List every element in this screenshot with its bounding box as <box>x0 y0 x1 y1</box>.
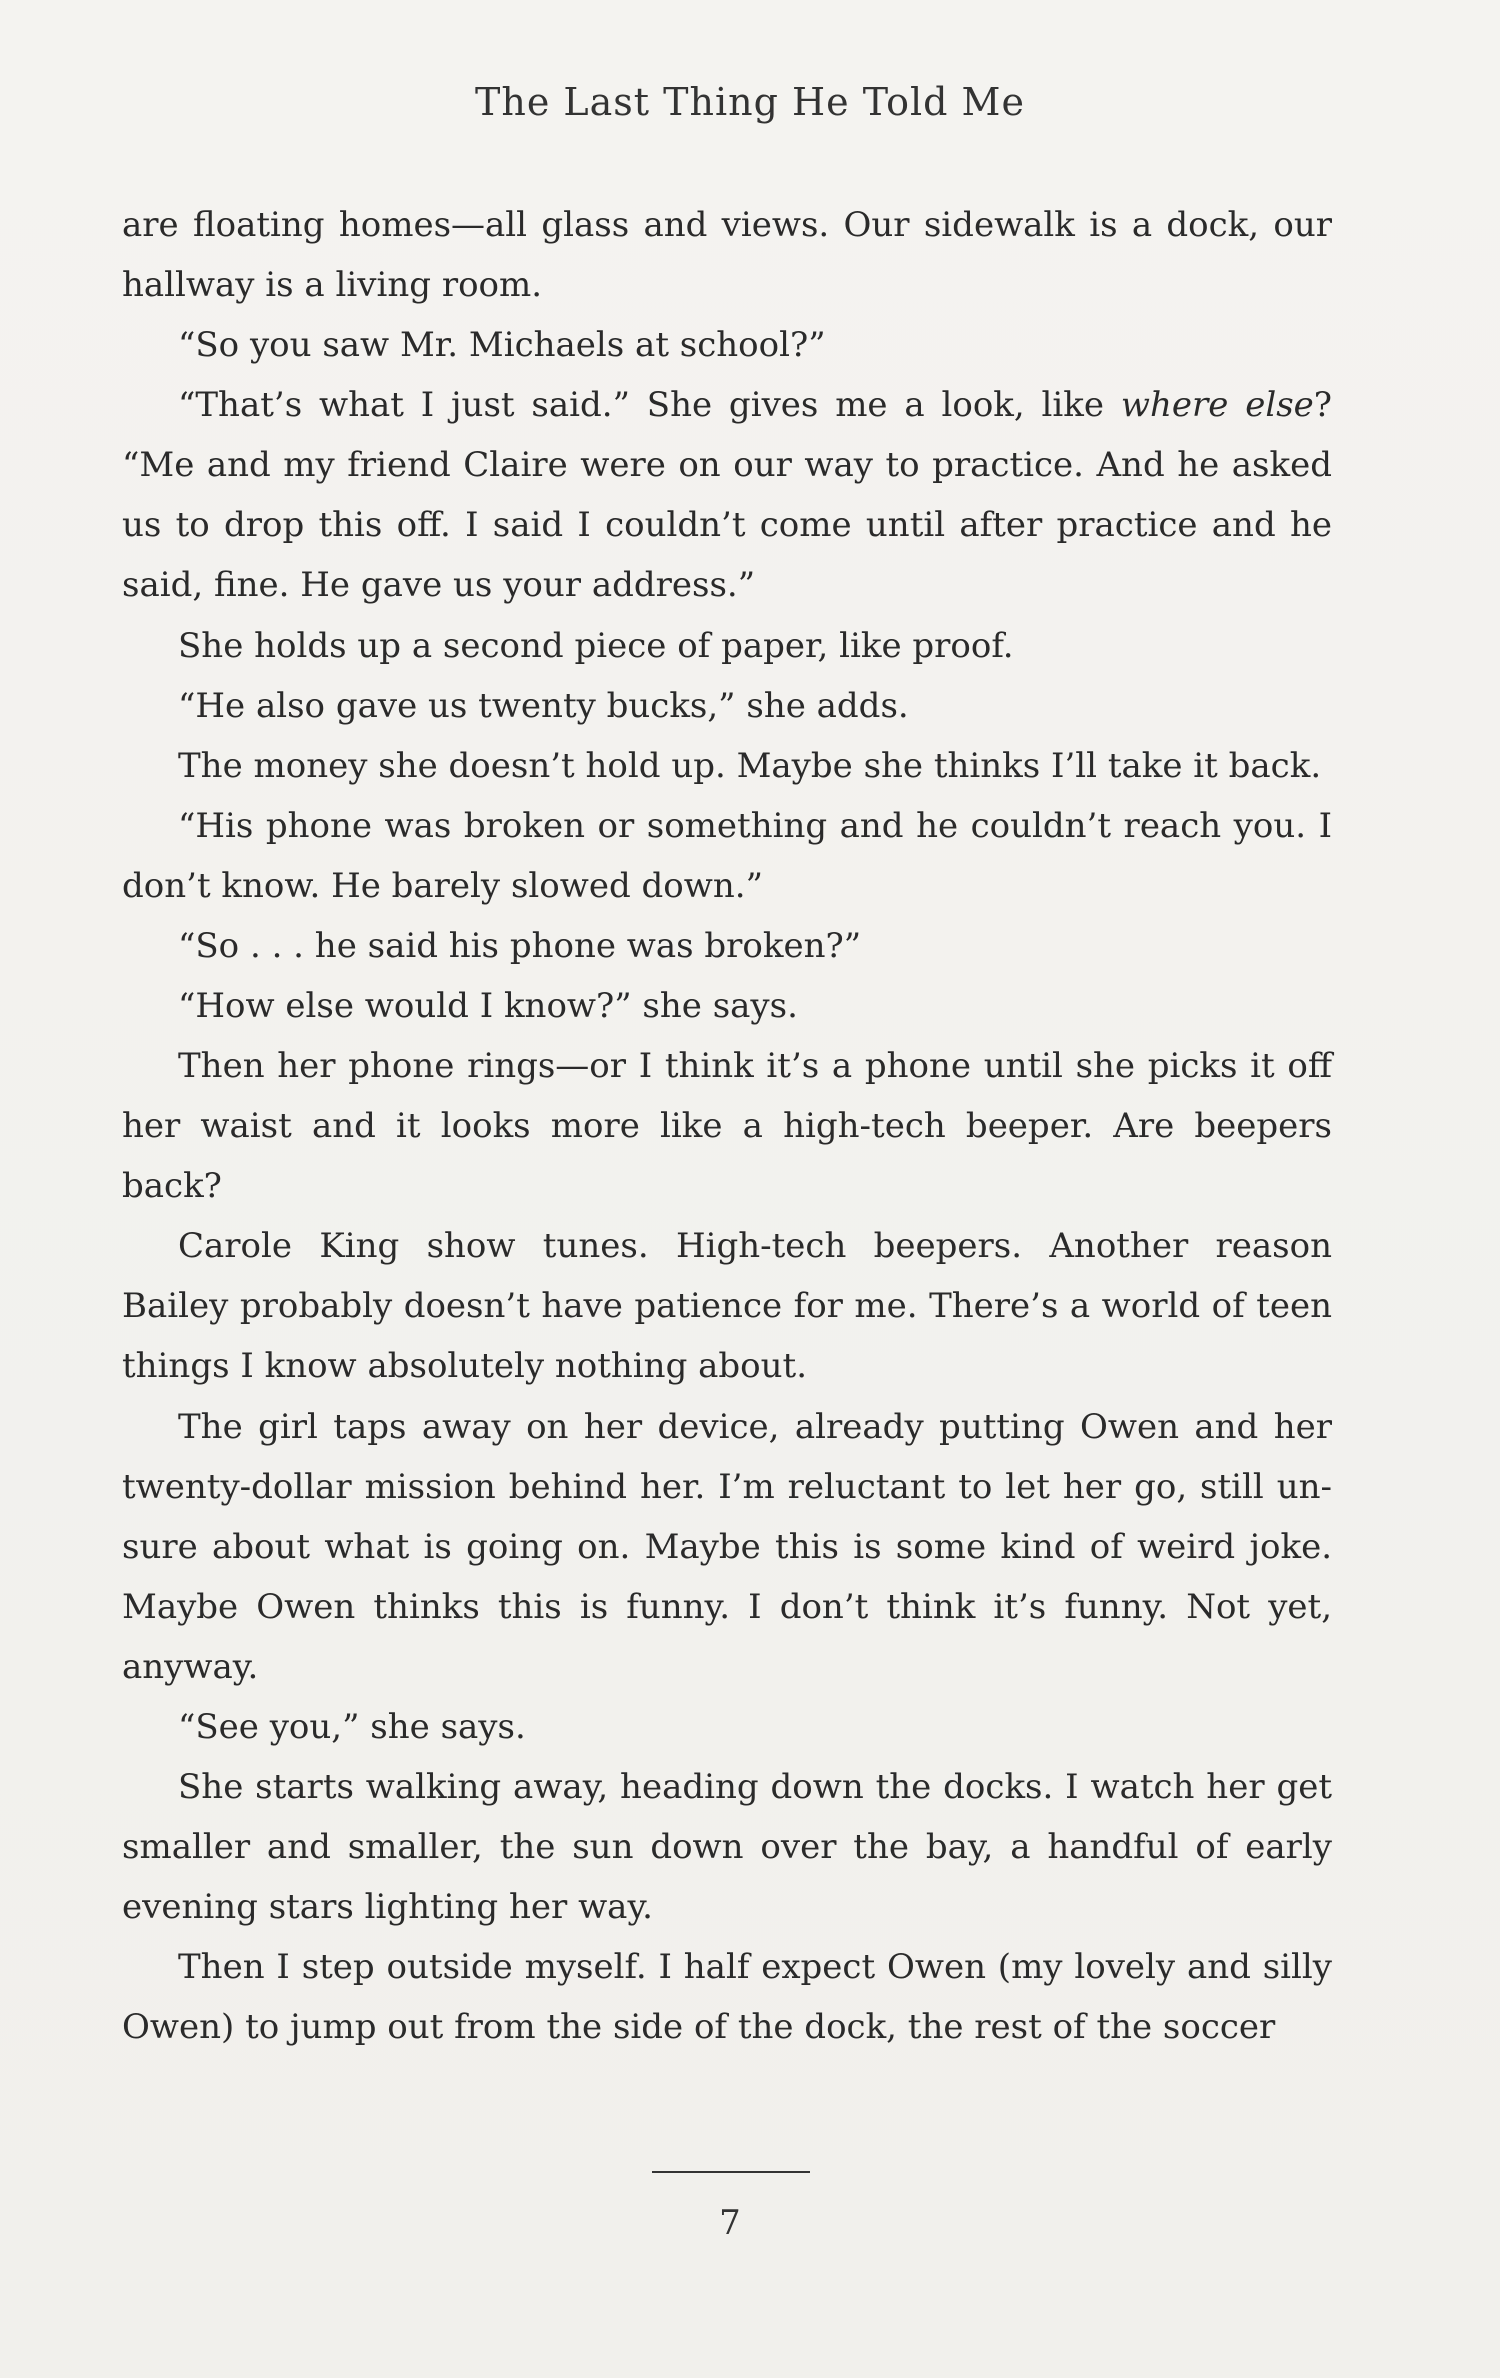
page-number: 7 <box>719 2203 741 2243</box>
paragraph-2: “So you saw Mr. Michaels at school?” <box>178 325 826 366</box>
paragraph-3-before: “That’s what I just said.” She gives me a look, like <box>178 385 1121 426</box>
paragraph-9: “How else would I know?” she says. <box>178 986 798 1027</box>
paragraph-12: The girl taps away on her device, already putting Owen and her twenty-dollar mission behind her. I’m reluctant to let her go, still unsure about what is going on. Maybe this is some kind of weird joke. Maybe Owen thinks this is funny. I don’t think it’s funny. Not yet, anyway. <box>122 1406 1332 1687</box>
paragraph-8: “So . . . he said his phone was broken?” <box>178 925 862 966</box>
paragraph-3-after: ? “Me and my friend Claire were on our way to practice. And he asked us to drop this off. I said I couldn’t come until after practice and he said, fine. He gave us your address.” <box>122 385 1333 606</box>
emphasis-where-else: where else <box>1120 385 1314 426</box>
paragraph-15: Then I step outside myself. I half expect Owen (my lovely and silly Owen) to jump out from the side of the dock, the rest of the soccer <box>122 1947 1332 2048</box>
paragraph-14: She starts walking away, heading down the docks. I watch her get smaller and smaller, the sun down over the bay, a handful of early evening stars lighting her way. <box>122 1767 1332 1928</box>
paragraph-10: Then her phone rings—or I think it’s a phone until she picks it off her waist and it looks more like a high-tech beeper. Are beepers back? <box>122 1046 1332 1207</box>
paragraph-6: The money she doesn’t hold up. Maybe she thinks I’ll take it back. <box>178 745 1322 786</box>
paragraph-4: She holds up a second piece of paper, like proof. <box>178 625 1014 666</box>
paragraph-13: “See you,” she says. <box>178 1706 526 1747</box>
body-text <box>122 195 1332 2057</box>
paragraph-1: are floating homes—all glass and views. Our sidewalk is a dock, our hallway is a living room. <box>122 205 1332 306</box>
paragraph-3 <box>122 375 1332 615</box>
paragraph-7: “His phone was broken or something and he couldn’t reach you. I don’t know. He barely slowed down.” <box>122 805 1332 906</box>
paragraph-11: Carole King show tunes. High-tech beepers. Another reason Bailey probably doesn’t have patience for me. There’s a world of teen things I know absolutely nothing about. <box>122 1226 1332 1387</box>
running-head: The Last Thing He Told Me <box>475 80 1025 124</box>
footer-rule <box>652 2171 810 2173</box>
paragraph-5: “He also gave us twenty bucks,” she adds. <box>178 685 909 726</box>
